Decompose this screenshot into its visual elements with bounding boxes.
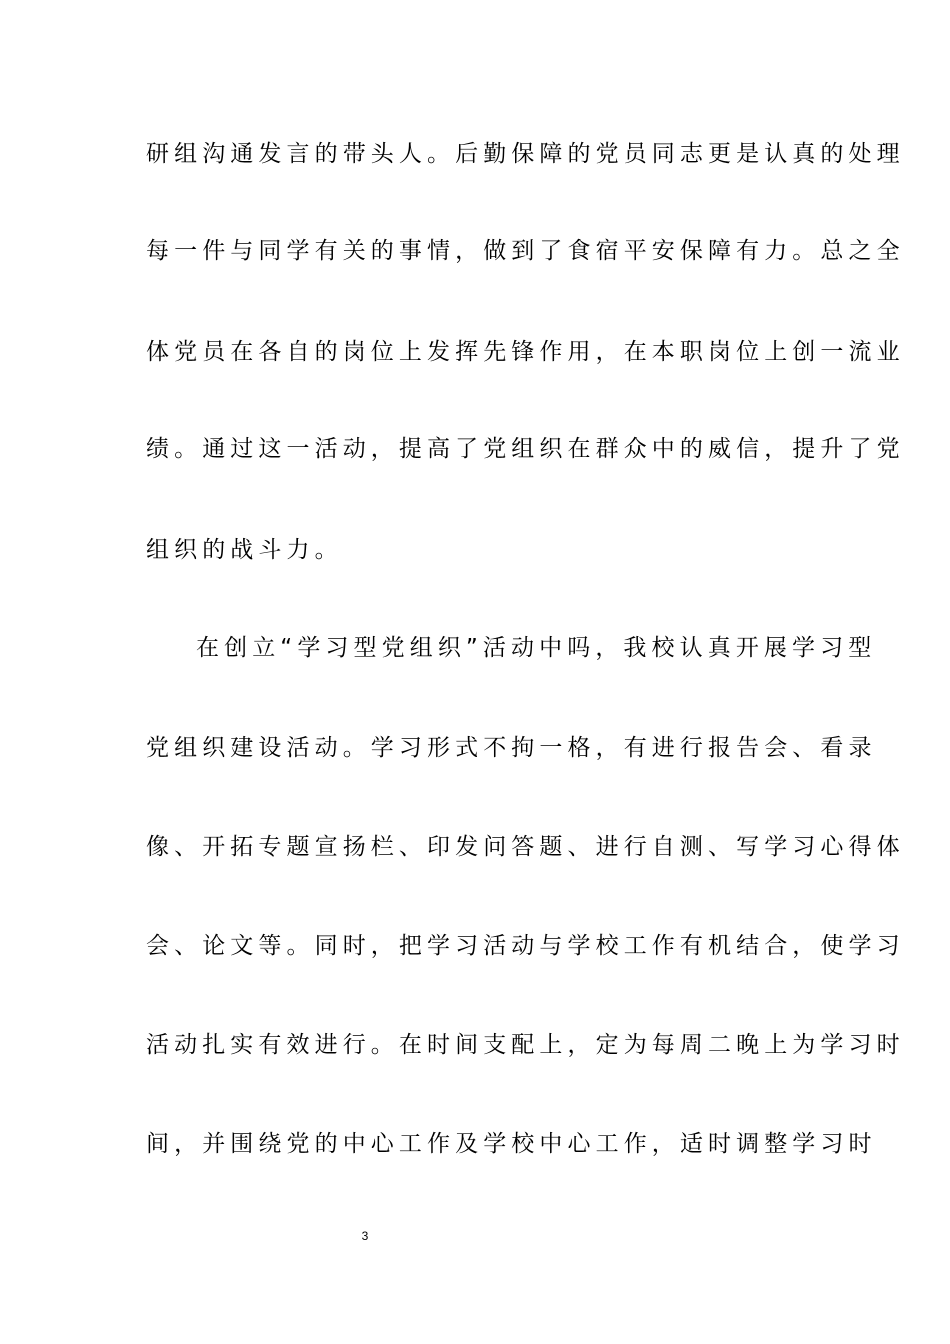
text-line-9: 会、论文等。同时，把学习活动与学校工作有机结合，使学习 bbox=[146, 933, 905, 959]
text-line-5: 组织的战斗力。 bbox=[146, 537, 343, 563]
page-number: 3 bbox=[361, 1229, 369, 1243]
paragraph-start-line: 在创立“学习型党组织”活动中吗，我校认真开展学习型 bbox=[196, 635, 877, 661]
text-line-3: 体党员在各自的岗位上发挥先锋作用，在本职岗位上创一流业 bbox=[146, 339, 905, 365]
text-line-2: 每一件与同学有关的事情，做到了食宿平安保障有力。总之全 bbox=[146, 238, 905, 264]
text-line-1: 研组沟通发言的带头人。后勤保障的党员同志更是认真的处理 bbox=[146, 141, 905, 167]
text-line-7: 党组织建设活动。学习形式不拘一格，有进行报告会、看录 bbox=[146, 735, 877, 761]
text-line-10: 活动扎实有效进行。在时间支配上，定为每周二晚上为学习时 bbox=[146, 1032, 905, 1058]
text-line-4: 绩。通过这一活动，提高了党组织在群众中的威信，提升了党 bbox=[146, 436, 905, 462]
text-line-8: 像、开拓专题宣扬栏、印发问答题、进行自测、写学习心得体 bbox=[146, 834, 905, 860]
text-line-11: 间，并围绕党的中心工作及学校中心工作，适时调整学习时 bbox=[146, 1131, 877, 1157]
